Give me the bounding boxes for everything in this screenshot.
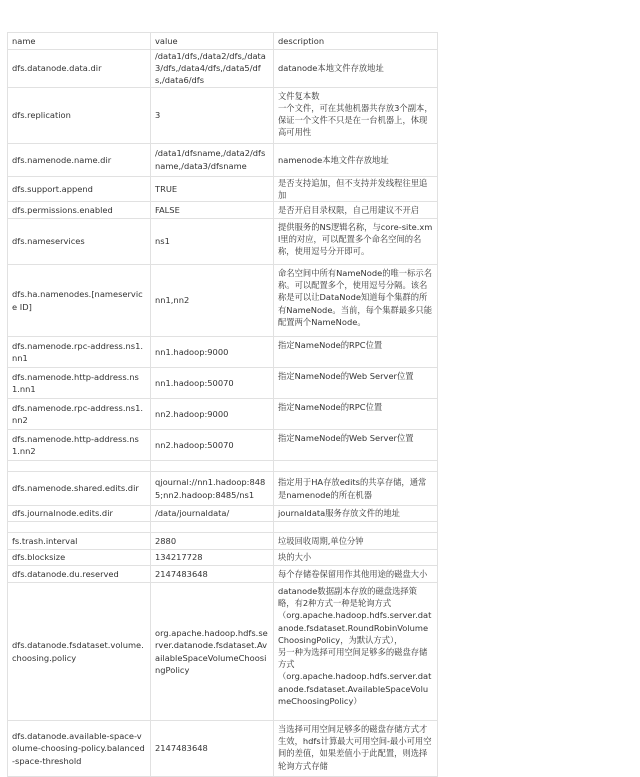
property-description: 指定用于HA存放edits的共享存储，通常是namenode的所在机器 — [274, 472, 438, 506]
table-row — [8, 721, 438, 777]
property-description: 是否开启目录权限，自己用建议不开启 — [274, 202, 438, 219]
table-row — [8, 50, 438, 88]
config-table — [7, 32, 438, 777]
table-row-empty — [8, 461, 438, 472]
property-name: dfs.permissions.enabled — [8, 202, 151, 219]
table-row — [8, 583, 438, 721]
property-value: nn1.hadoop:9000 — [151, 337, 274, 368]
table-row — [8, 533, 438, 550]
property-name: dfs.nameservices — [8, 219, 151, 265]
property-description: journaldata服务存放文件的地址 — [274, 506, 438, 522]
property-name: dfs.datanode.du.reserved — [8, 566, 151, 583]
table-row — [8, 566, 438, 583]
table-row — [8, 176, 438, 201]
table-header-row — [8, 33, 438, 50]
property-value: TRUE — [151, 176, 274, 201]
table-row — [8, 506, 438, 522]
table-row-empty — [8, 522, 438, 533]
property-name: dfs.support.append — [8, 176, 151, 201]
property-description: 指定NameNode的RPC位置 — [274, 399, 438, 430]
table-row — [8, 202, 438, 219]
property-description — [274, 461, 438, 472]
property-value: qjournal://nn1.hadoop:8485;nn2.hadoop:8485/ns1 — [151, 472, 274, 506]
table-row — [8, 87, 438, 143]
property-description: 指定NameNode的Web Server位置 — [274, 368, 438, 399]
property-name — [8, 522, 151, 533]
property-description: 垃圾回收周期,单位分钟 — [274, 533, 438, 550]
property-description: 命名空间中所有NameNode的唯一标示名称。可以配置多个，使用逗号分隔。该名称是可以让DataNode知道每个集群的所有NameNode。当前，每个集群最多只能配置两个NameNode。 — [274, 265, 438, 337]
property-value: nn2.hadoop:50070 — [151, 430, 274, 461]
header-name: name — [8, 33, 151, 50]
table-row — [8, 472, 438, 506]
property-name: dfs.namenode.name.dir — [8, 143, 151, 176]
table-row — [8, 550, 438, 566]
property-name: dfs.namenode.http-address.ns1.nn2 — [8, 430, 151, 461]
property-name: dfs.datanode.data.dir — [8, 50, 151, 88]
property-value: nn1.hadoop:50070 — [151, 368, 274, 399]
property-value: 3 — [151, 87, 274, 143]
property-description — [274, 522, 438, 533]
property-value: /data1/dfs,/data2/dfs,/data3/dfs,/data4/dfs,/data5/dfs,/data6/dfs — [151, 50, 274, 88]
property-value: /data/journaldata/ — [151, 506, 274, 522]
property-name: dfs.blocksize — [8, 550, 151, 566]
property-description: datanode本地文件存放地址 — [274, 50, 438, 88]
property-value: 134217728 — [151, 550, 274, 566]
property-value: /data1/dfsname,/data2/dfsname,/data3/dfsname — [151, 143, 274, 176]
property-value: nn1,nn2 — [151, 265, 274, 337]
property-name: dfs.namenode.rpc-address.ns1.nn1 — [8, 337, 151, 368]
property-description: 每个存储卷保留用作其他用途的磁盘大小 — [274, 566, 438, 583]
property-name: dfs.ha.namenodes.[nameservice ID] — [8, 265, 151, 337]
property-description: 指定NameNode的RPC位置 — [274, 337, 438, 368]
property-name: dfs.datanode.fsdataset.volume.choosing.policy — [8, 583, 151, 721]
property-value — [151, 461, 274, 472]
header-description: description — [274, 33, 438, 50]
property-description: 指定NameNode的Web Server位置 — [274, 430, 438, 461]
property-name: dfs.replication — [8, 87, 151, 143]
property-description: 当选择可用空间足够多的磁盘存储方式才生效，hdfs计算最大可用空间-最小可用空间的差值，如果差值小于此配置，则选择轮询方式存储 — [274, 721, 438, 777]
property-description: 文件复本数 一个文件，可在其他机器共存放3个副本，保证一个文件不只是在一台机器上，体现高可用性 — [274, 87, 438, 143]
table-row — [8, 399, 438, 430]
property-value: ns1 — [151, 219, 274, 265]
table-row — [8, 368, 438, 399]
property-name: dfs.journalnode.edits.dir — [8, 506, 151, 522]
table-row — [8, 337, 438, 368]
header-value: value — [151, 33, 274, 50]
property-description: namenode本地文件存放地址 — [274, 143, 438, 176]
property-name: dfs.namenode.rpc-address.ns1.nn2 — [8, 399, 151, 430]
table-row — [8, 430, 438, 461]
property-description: datanode数据副本存放的磁盘选择策略，有2种方式一种是轮询方式 （org.apache.hadoop.hdfs.server.datanode.fsdataset.RoundRobinVolumeChoosingPolicy，为默认方式）， 另一种为选择可用空间足够多的磁盘存储方式 （org.apache.hadoop.hdfs.server.datanode.fsdataset.AvailableSpaceVolumeChoosingPolicy） — [274, 583, 438, 721]
table-row — [8, 219, 438, 265]
property-name: dfs.datanode.available-space-volume-choosing-policy.balanced-space-threshold — [8, 721, 151, 777]
property-value: FALSE — [151, 202, 274, 219]
table-row — [8, 143, 438, 176]
property-value: 2147483648 — [151, 566, 274, 583]
property-value: org.apache.hadoop.hdfs.server.datanode.fsdataset.AvailableSpaceVolumeChoosingPolicy — [151, 583, 274, 721]
table-row — [8, 265, 438, 337]
property-name — [8, 461, 151, 472]
property-value: nn2.hadoop:9000 — [151, 399, 274, 430]
property-name: dfs.namenode.shared.edits.dir — [8, 472, 151, 506]
property-value: 2880 — [151, 533, 274, 550]
property-name: dfs.namenode.http-address.ns1.nn1 — [8, 368, 151, 399]
property-value — [151, 522, 274, 533]
property-value: 2147483648 — [151, 721, 274, 777]
property-description: 是否支持追加，但不支持并发线程往里追加 — [274, 176, 438, 201]
property-description: 提供服务的NS逻辑名称，与core-site.xml里的对应，可以配置多个命名空间的名称，使用逗号分开即可。 — [274, 219, 438, 265]
property-name: fs.trash.interval — [8, 533, 151, 550]
property-description: 块的大小 — [274, 550, 438, 566]
